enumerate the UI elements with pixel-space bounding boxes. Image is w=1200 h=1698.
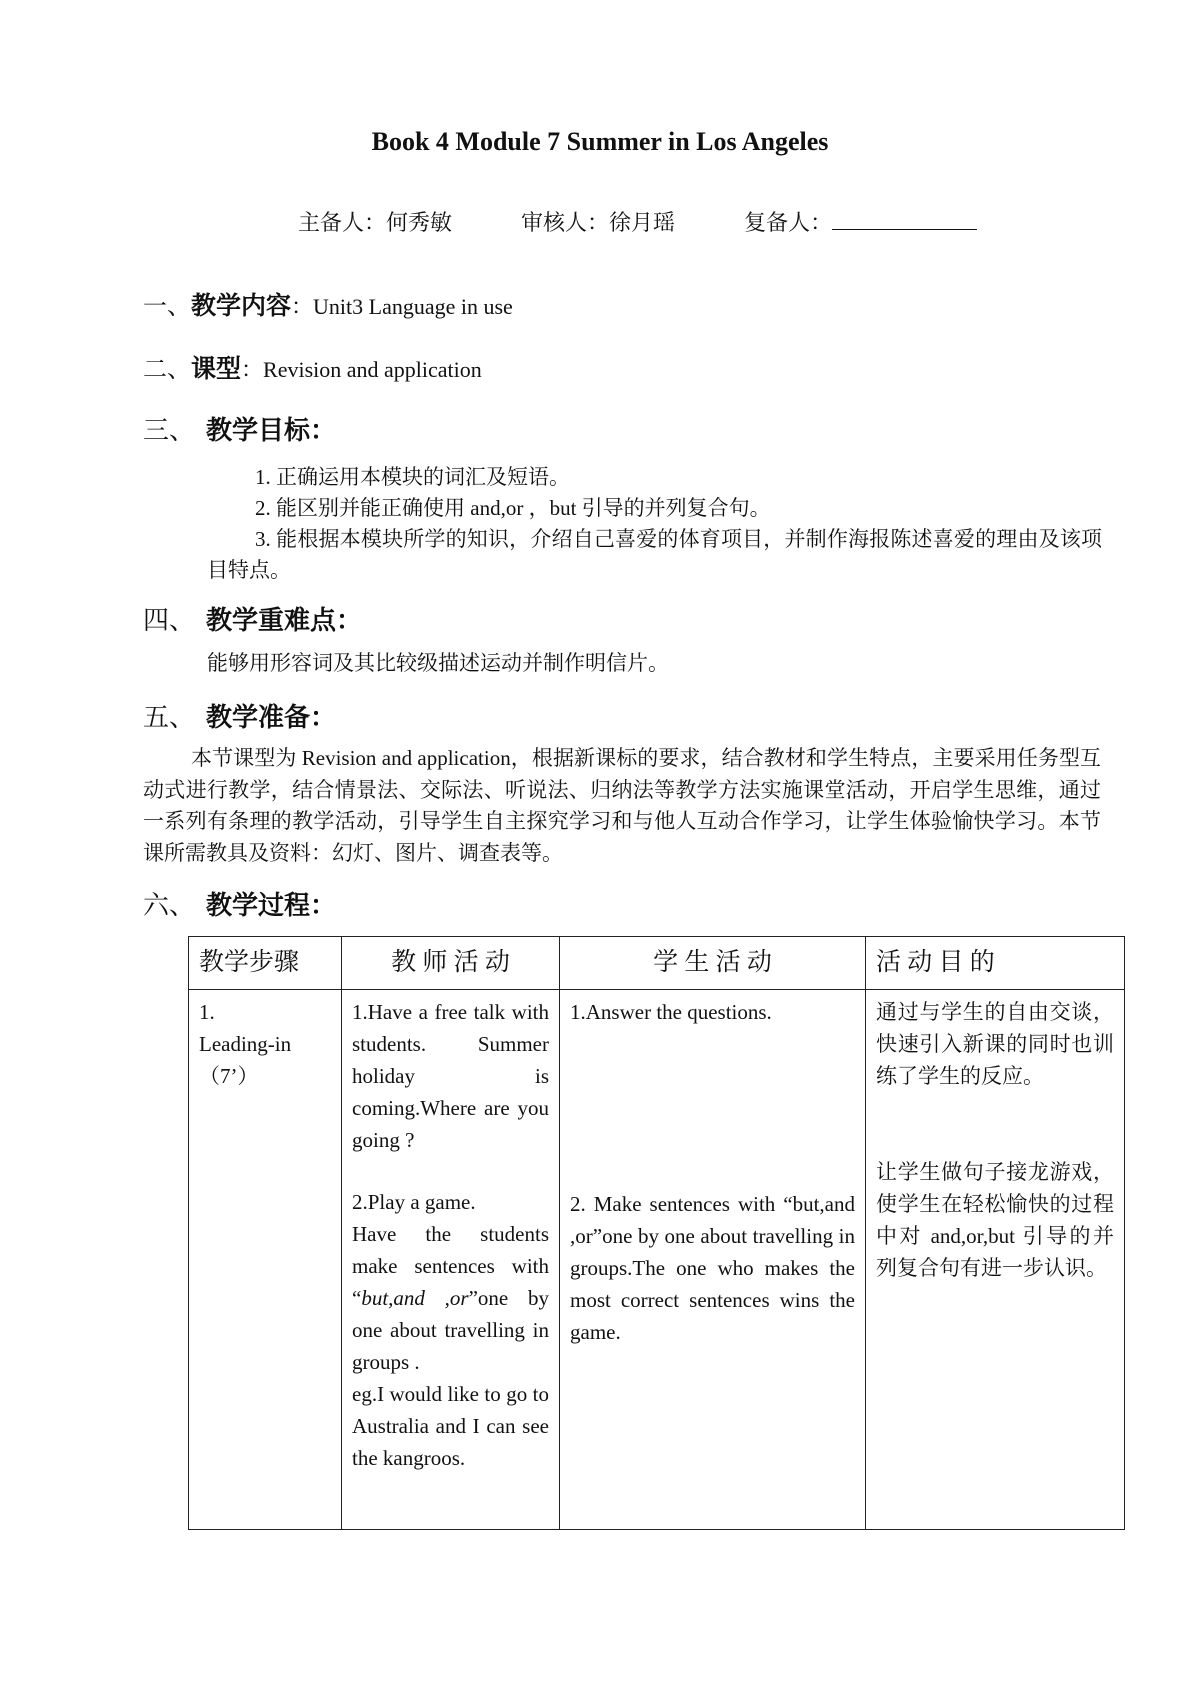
step-number: 1. — [199, 1000, 215, 1024]
section-text: Unit3 Language in use — [313, 294, 513, 319]
teacher-activity-2: Have the students make sentences with “but,and ,or”one by one about travelling in groups . — [352, 1222, 549, 1374]
table-header-row — [189, 937, 1125, 990]
section-process: 六、 教学过程： — [143, 891, 337, 920]
step-cell — [189, 990, 342, 1530]
section-objectives: 三、 教学目标： — [143, 416, 337, 445]
step-name: Leading-in — [199, 1032, 292, 1056]
section-heading: 课型 — [191, 356, 242, 383]
section-heading: 教学准备： — [206, 703, 337, 732]
purpose-cell — [866, 990, 1125, 1530]
purpose-2: 让学生做句子接龙游戏，使学生在轻松愉快的过程中对 and,or,but 引导的并列复合句有进一步认识。 — [876, 1160, 1114, 1280]
section-key-points: 四、 教学重难点： — [143, 606, 363, 635]
main-preparer-name: 何秀敏 — [386, 210, 453, 235]
objective-item: 2. 能区别并能正确使用 and,or ，but 引导的并列复合句。 — [255, 496, 771, 520]
section-heading: 教学目标： — [206, 416, 337, 445]
section-heading: 教学过程： — [206, 891, 337, 920]
key-points-text: 能够用形容词及其比较级描述运动并制作明信片。 — [207, 651, 669, 675]
teacher-activity-example: eg.I would like to go to Australia and I can see the kangroos. — [352, 1382, 549, 1470]
table-row — [189, 990, 1125, 1530]
reviewer-label: 审核人： — [521, 210, 610, 235]
preparers-line — [298, 206, 977, 237]
header-step: 教学步骤 — [189, 937, 342, 990]
main-preparer-label: 主备人： — [298, 210, 387, 235]
step-time: （7’） — [199, 1064, 259, 1088]
objective-item: 1. 正确运用本模块的词汇及短语。 — [255, 465, 570, 489]
backup-preparer-label: 复备人： — [744, 210, 833, 235]
student-activity-1: 1.Answer the questions. — [570, 1000, 772, 1024]
header-student: 学 生 活 动 — [560, 937, 866, 990]
teacher-activity-cell — [342, 990, 560, 1530]
section-text: Revision and application — [263, 357, 482, 382]
section-heading: 教学重难点： — [206, 606, 363, 635]
teacher-activity-2-title: 2.Play a game. — [352, 1190, 476, 1214]
student-activity-2: 2. Make sentences with “but,and ,or”one by one about travelling in groups.The one who makes the most correct sentences wins the game. — [570, 1192, 855, 1344]
purpose-1: 通过与学生的自由交谈，快速引入新课的同时也训练了学生的反应。 — [876, 1000, 1114, 1088]
reviewer-name: 徐月瑶 — [609, 210, 676, 235]
section-content: 一、教学内容：Unit3 Language in use — [143, 293, 513, 320]
section-lesson-type: 二、课型：Revision and application — [143, 356, 482, 383]
teacher-activity-1: 1.Have a free talk with students. Summer holiday is coming.Where are you going ? — [352, 1000, 549, 1152]
section-heading: 教学内容 — [191, 293, 292, 320]
header-purpose: 活 动 目 的 — [866, 937, 1125, 990]
objective-item: 3. 能根据本模块所学的知识，介绍自己喜爱的体育项目，并制作海报陈述喜爱的理由及该项目特点。 — [207, 527, 1102, 582]
document-title: Book 4 Module 7 Summer in Los Angeles — [371, 127, 829, 156]
header-teacher: 教 师 活 动 — [342, 937, 560, 990]
preparation-text: 本节课型为 Revision and application，根据新课标的要求，结合教材和学生特点，主要采用任务型互动式进行教学，结合情景法、交际法、听说法、归纳法等教学方法实施课堂活动，开启学生思维，通过一系列有条理的教学活动，引导学生自主探究学习和与他人互动合作学习，让学生体验愉快学习。本节课所需教具及资料：幻灯、图片、调查表等。 — [143, 746, 1101, 865]
section-preparation: 五、 教学准备： — [143, 703, 337, 732]
student-activity-cell — [560, 990, 866, 1530]
process-table — [188, 936, 1125, 1530]
backup-preparer-blank — [832, 211, 977, 230]
